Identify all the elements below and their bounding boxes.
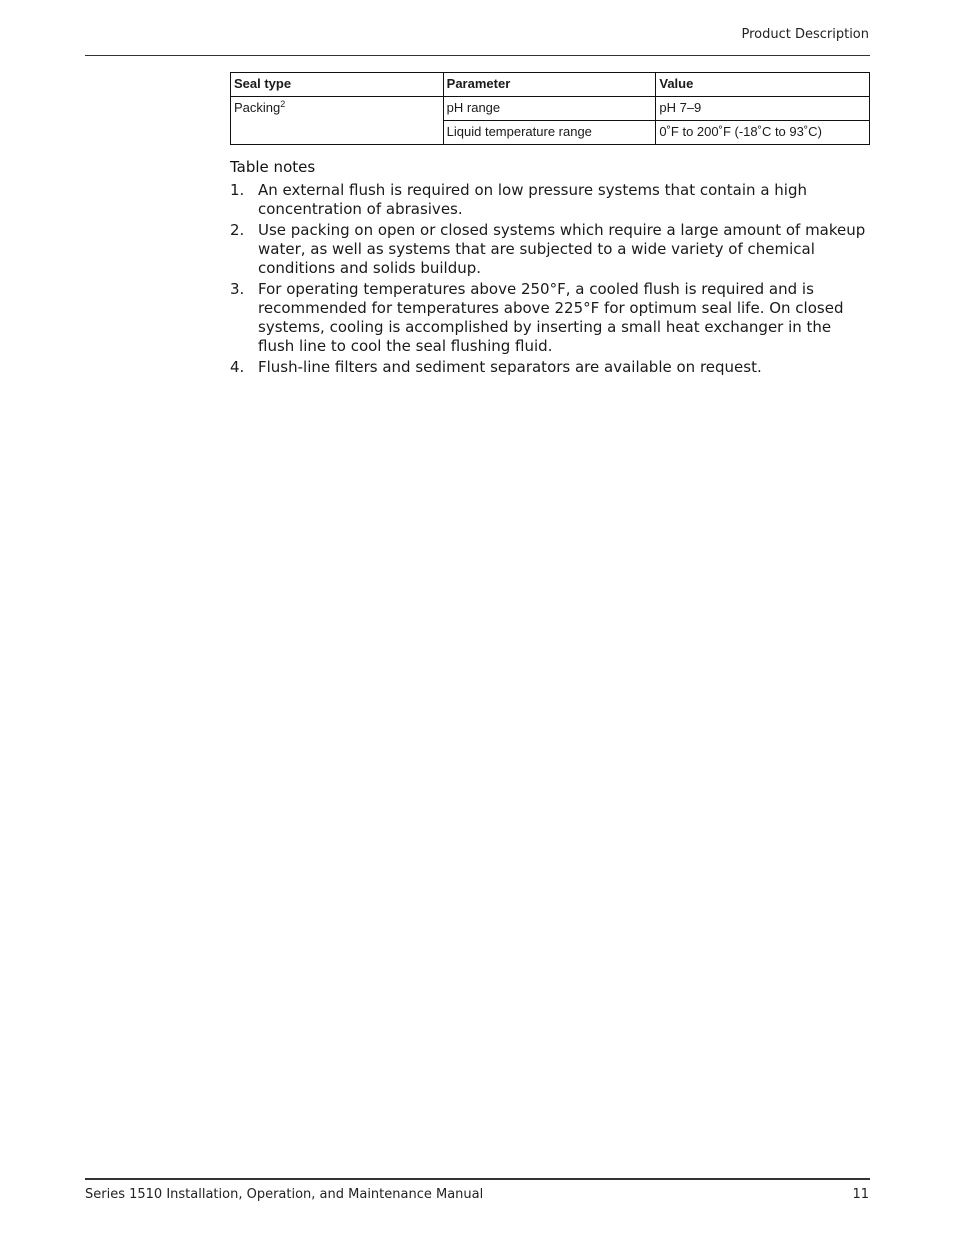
seal-type-cell: [231, 97, 444, 145]
note-number: 1.: [230, 181, 245, 199]
value-cell: pH 7–9: [656, 97, 870, 121]
note-number: 4.: [230, 358, 245, 376]
note-text: For operating temperatures above 250°F, a cooled flush is required and is recommended for temperatures above 225°F for optimum seal life. On closed systems, cooling is accomplished by inserting a small heat exchanger in the flush line to cool the seal flushing fluid.: [258, 280, 844, 355]
value-cell: 0˚F to 200˚F (-18˚C to 93˚C): [656, 121, 870, 145]
seal-type-label: Packing: [234, 100, 281, 115]
list-item: [230, 358, 870, 377]
list-item: [230, 181, 870, 219]
header-rule: [85, 55, 870, 56]
note-number: 3.: [230, 280, 245, 298]
seal-spec-table: [230, 72, 870, 145]
footnote-marker: 2: [280, 99, 286, 109]
footer-rule: [85, 1178, 870, 1180]
column-header-seal-type: Seal type: [231, 73, 444, 97]
table-row: [231, 97, 870, 121]
note-text: Use packing on open or closed systems which require a large amount of makeup water, as well as systems that are subjected to a wide variety of chemical conditions and solids buildup.: [258, 221, 866, 277]
table-notes-heading: Table notes: [230, 158, 316, 176]
footer-page-number: 11: [852, 1187, 869, 1202]
column-header-parameter: Parameter: [443, 73, 656, 97]
footer-manual-title: Series 1510 Installation, Operation, and Maintenance Manual: [85, 1187, 484, 1202]
table-notes-list: [230, 181, 870, 379]
note-text: An external flush is required on low pressure systems that contain a high concentration of abrasives.: [258, 181, 807, 218]
column-header-value: Value: [656, 73, 870, 97]
note-number: 2.: [230, 221, 245, 239]
list-item: [230, 221, 870, 278]
list-item: [230, 280, 870, 356]
parameter-cell: Liquid temperature range: [443, 121, 656, 145]
parameter-cell: pH range: [443, 97, 656, 121]
page-header-title: Product Description: [741, 27, 869, 42]
note-text: Flush-line filters and sediment separators are available on request.: [258, 358, 762, 376]
table-header-row: [231, 73, 870, 97]
